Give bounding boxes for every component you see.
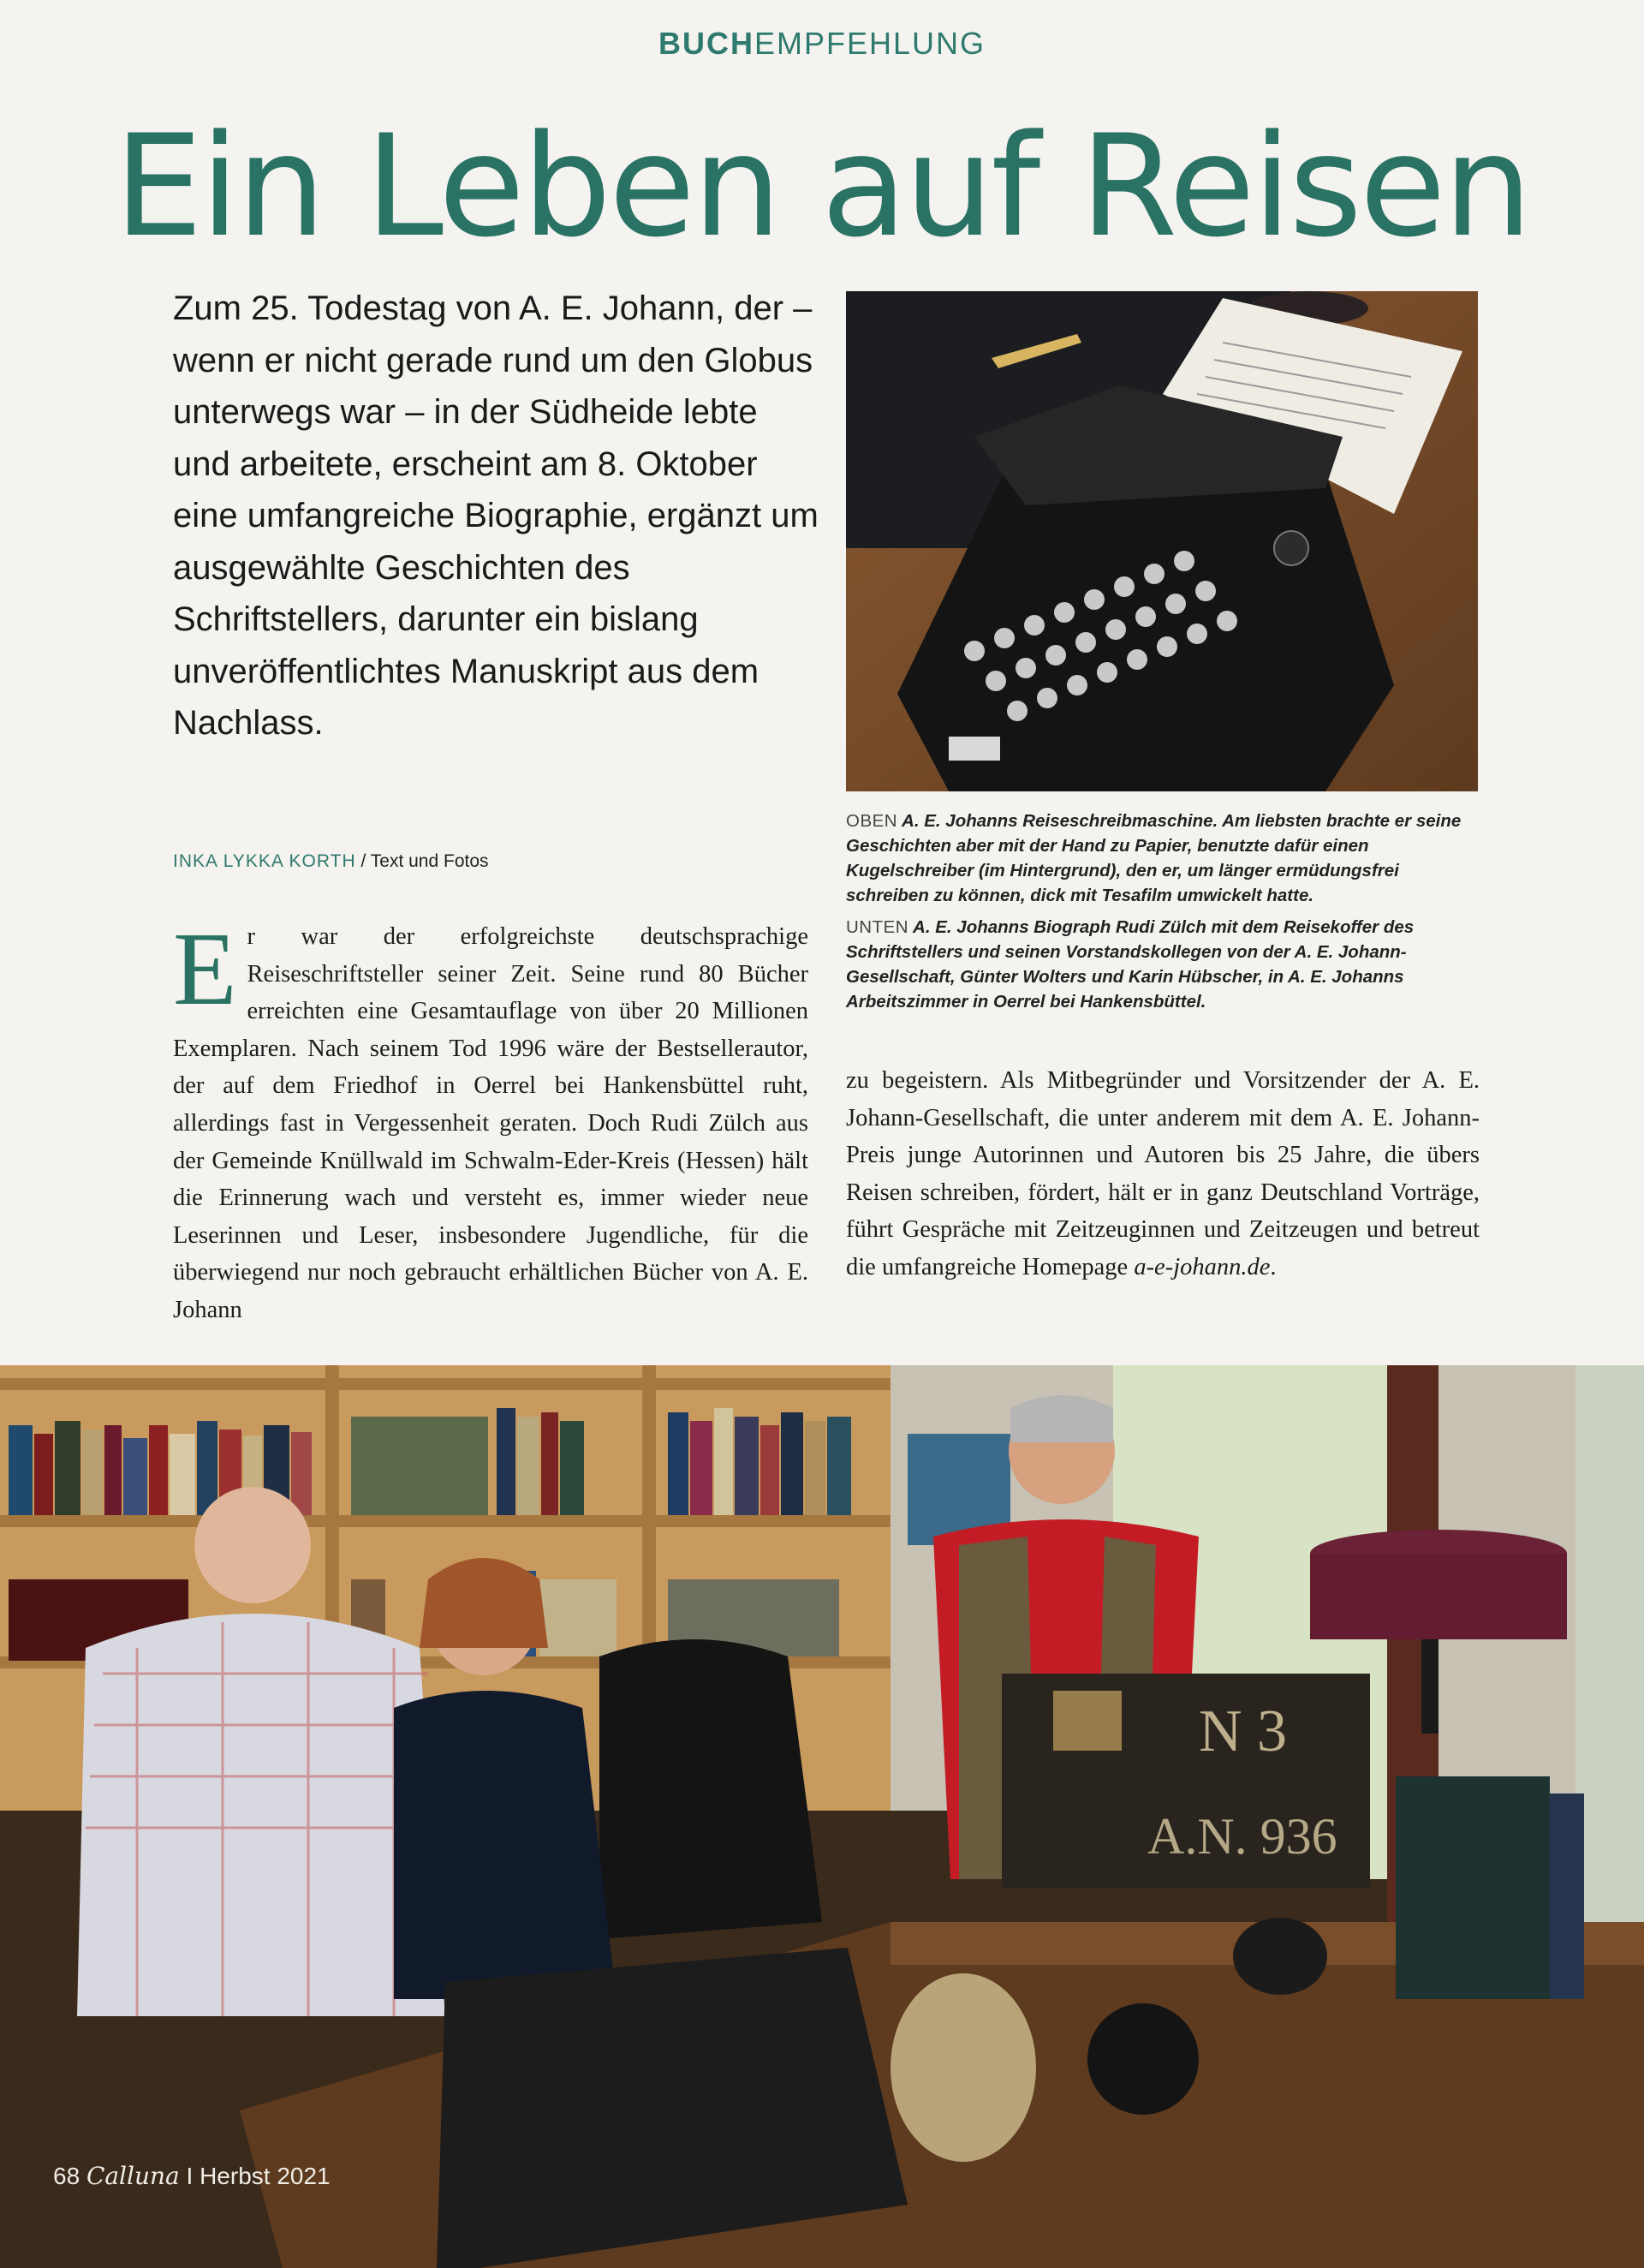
suitcase-label-bottom: A.N. 936 — [1147, 1808, 1337, 1865]
caption-bottom — [846, 915, 1480, 1014]
lead-paragraph: Zum 25. Todestag von A. E. Johann, der – wenn er nicht gerade rund um den Globus unterwegs war – in der Südheide lebte und arbeitete, erscheint am 8. Oktober eine umfangreiche Biographie, ergänzt um ausgewählte Geschichten des Schriftstellers, darunter ein bislang unveröffentlichtes Manuskript aus dem Nachlass. — [173, 289, 819, 742]
rubric-bold: BUCH — [658, 26, 754, 61]
article-headline: Ein Leben auf Reisen — [114, 104, 1530, 268]
drop-cap: E — [173, 911, 237, 1027]
page-number: 68 — [53, 2163, 80, 2189]
homepage-link[interactable]: a-e-johann.de — [1134, 1253, 1271, 1280]
issue-label: Herbst 2021 — [200, 2163, 331, 2189]
caption-bottom-label: UNTEN — [846, 917, 909, 937]
suitcase-label-top: N 3 — [1199, 1698, 1288, 1764]
body-left-text: r war der erfolgreichste deutschsprachige Reiseschriftsteller seiner Zeit. Seine rund 80 Bücher erreichten eine Gesamtauflage von über 20 Millionen Exemplaren. Nach seinem Tod 1996 wäre der Bestsellerautor, der auf dem Friedhof in Oerrel bei Hankensbüttel ruht, allerdings fast in Vergessenheit geraten. Doch Rudi Zülch aus der Gemeinde Knüllwald im Schwalm-Eder-Kreis (Hessen) hält die Erinnerung wach und versteht es, immer wieder neue Leserinnen und Leser, insbesondere Jugendliche, für die überwiegend nur noch gebraucht erhältlichen Bücher von A. E. Johann — [173, 923, 808, 1323]
byline-role: / Text und Fotos — [355, 851, 489, 871]
caption-top-label: OBEN — [846, 811, 898, 831]
body-column-right — [846, 1062, 1480, 1286]
section-rubric — [0, 26, 1644, 62]
folio-separator: I — [179, 2163, 200, 2189]
byline — [173, 851, 489, 872]
photo-study — [0, 1365, 1644, 2268]
caption-bottom-text: A. E. Johanns Biograph Rudi Zülch mit dem Reisekoffer des Schriftstellers und seinen Vorstandskollegen von der A. E. Johann-Gesellschaft, Günter Wolters und Karin Hübscher, in A. E. Johanns Arbeitszimmer in Oerrel bei Hankensbüttel. — [846, 917, 1415, 1012]
body-right-end: . — [1270, 1253, 1277, 1280]
caption-top-text: A. E. Johanns Reiseschreibmaschine. Am liebsten brachte er seine Geschichten aber mit der Hand zu Papier, benutzte dafür einen Kugelschreiber (im Hintergrund), den er, um länger ermüdungsfrei schreiben zu können, dick mit Tesafilm umwickelt hatte. — [846, 811, 1462, 905]
rubric-rest: EMPFEHLUNG — [754, 26, 986, 61]
magazine-name: Calluna — [86, 2162, 180, 2190]
page-folio — [53, 2162, 331, 2190]
byline-author: INKA LYKKA KORTH — [173, 851, 356, 871]
photo-captions — [846, 809, 1480, 1021]
typewriter-illustration — [846, 291, 1478, 791]
body-right-text: zu begeistern. Als Mitbegründer und Vorsitzender der A. E. Johann-Gesellschaft, die unter anderem mit dem A. E. Johann-Preis junge Autorinnen und Autoren bis 25 Jahre, die übers Reisen schreiben, fördert, hält er in ganz Deutschland Vorträge, führt Gespräche mit Zeitzeuginnen und Zeitzeugen und betreut die umfangreiche Homepage — [846, 1067, 1480, 1280]
caption-top — [846, 809, 1480, 908]
study-illustration — [0, 1365, 1644, 2268]
body-column-left — [173, 911, 808, 1329]
photo-typewriter — [846, 291, 1478, 791]
